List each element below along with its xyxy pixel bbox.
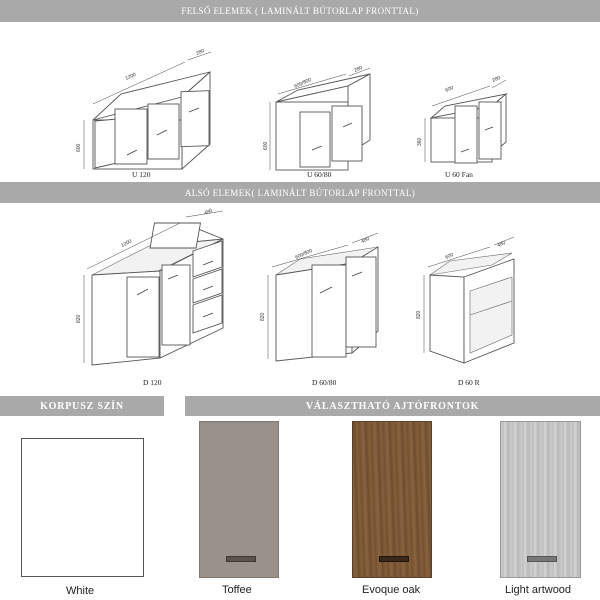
u60fan-depth-label: 280 [491,74,502,84]
u6080-height-label: 600 [263,141,269,150]
u6080-depth-label: 280 [353,64,364,74]
upper-elements-band: FELSŐ ELEMEK ( LAMINÁLT BÚTORLAP FRONTTAL) [0,0,600,22]
d60r-height-label: 820 [416,310,422,319]
d60r-width-label: 600 [444,251,455,261]
u120-depth-label: 280 [195,47,206,57]
swatch-white-label: White [66,585,95,597]
d120-height-label: 820 [76,314,82,323]
d60r-caption: D 60 R [458,378,480,387]
u120-caption: U 120 [132,170,151,179]
swatch-light-artwood[interactable] [500,421,581,578]
swatch-evoque-oak[interactable] [352,421,432,578]
d60r-depth-label: 480 [496,239,507,249]
door-handle [527,556,557,562]
d6080-depth-label: 480 [360,235,371,245]
cabinet-d6080-drawing [268,233,378,361]
u60fan-width-label: 600 [444,84,455,94]
lower-units-drawing [0,203,600,373]
door-fronts-band: VÁLASZTHATÓ AJTÓFRONTOK [185,396,600,416]
upper-units-drawing [0,22,600,182]
u60fan-height-label: 360 [417,137,423,146]
swatch-evoque-oak-label: Evoque oak [362,584,421,596]
d6080-width-label: 600/800 [294,247,314,261]
swatch-toffee-label: Toffee [222,584,252,596]
swatch-white[interactable] [21,438,144,577]
cabinet-u120-drawing [84,52,211,169]
u120-width-label: 1200 [124,71,137,82]
korpusz-color-band: KORPUSZ SZÍN [0,396,164,416]
swatch-light-artwood-label: Light artwood [505,584,572,596]
cabinet-d120-drawing [84,211,223,365]
d6080-height-label: 820 [260,312,266,321]
u60fan-caption: U 60 Fan [445,170,473,179]
d6080-caption: D 60/80 [312,378,337,387]
cabinet-u6080-drawing [270,68,370,170]
d120-depth-label: 480 [203,207,214,217]
cabinet-u60fan-drawing [425,80,506,163]
door-handle [379,556,409,562]
door-handle [226,556,256,562]
d120-caption: D 120 [143,378,162,387]
lower-elements-band: ALSÓ ELEMEK( LAMINÁLT BÚTORLAP FRONTTAL) [0,182,600,203]
d120-width-label: 1200 [120,238,133,249]
swatch-toffee[interactable] [199,421,279,578]
cabinet-d60r-drawing [424,237,514,363]
u120-height-label: 600 [76,143,82,152]
u6080-width-label: 600/800 [293,76,313,90]
u6080-caption: U 60/80 [307,170,332,179]
